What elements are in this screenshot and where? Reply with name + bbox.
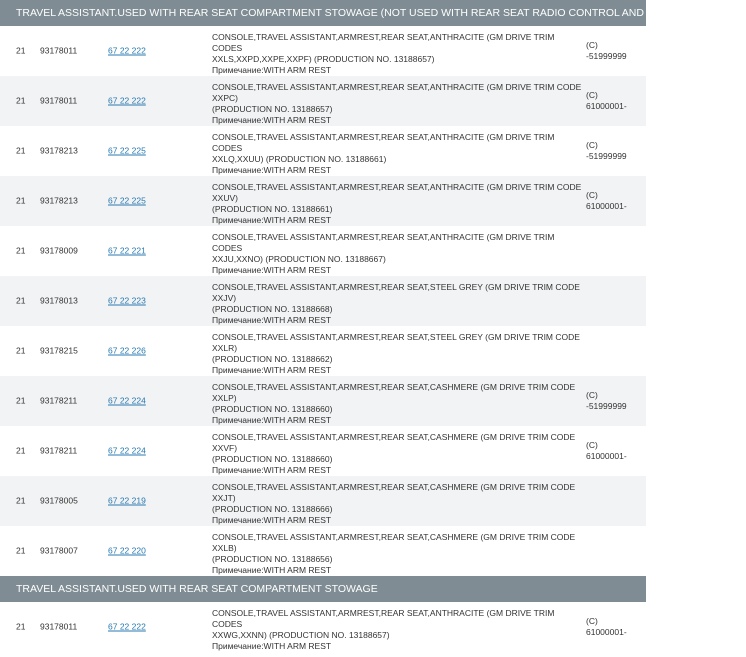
description-line: CONSOLE,TRAVEL ASSISTANT,ARMREST,REAR SEAT,ANTHRACITE (GM DRIVE TRIM CODES <box>212 132 555 153</box>
range-code: (C) <box>586 190 598 200</box>
description-line: CONSOLE,TRAVEL ASSISTANT,ARMREST,REAR SEAT,ANTHRACITE (GM DRIVE TRIM CODES <box>212 608 555 629</box>
illustration-link[interactable]: 67 22 221 <box>108 245 146 256</box>
part-number: 93178007 <box>40 545 78 556</box>
range-value: -51999999 <box>586 151 627 161</box>
table-row[interactable] <box>0 376 646 426</box>
illustration-link[interactable]: 67 22 226 <box>108 345 146 356</box>
part-number: 93178215 <box>40 345 78 356</box>
description-line: (PRODUCTION NO. 13188661) <box>212 204 333 214</box>
description-line: CONSOLE,TRAVEL ASSISTANT,ARMREST,REAR SEAT,ANTHRACITE (GM DRIVE TRIM CODES <box>212 232 555 253</box>
description <box>212 532 582 576</box>
part-number: 93178009 <box>40 245 78 256</box>
table-row[interactable] <box>0 476 646 526</box>
table-row[interactable] <box>0 426 646 476</box>
qty-cell: 21 <box>16 95 26 106</box>
range-code: (C) <box>586 390 598 400</box>
description <box>212 482 582 526</box>
illustration-link[interactable]: 67 22 223 <box>108 295 146 306</box>
qty-cell: 21 <box>16 395 26 406</box>
part-number: 93178013 <box>40 295 78 306</box>
note-line: Примечание:WITH ARM REST <box>212 565 332 575</box>
illustration-link[interactable]: 67 22 222 <box>108 621 146 632</box>
range-value: 61000001- <box>586 451 627 461</box>
description <box>212 432 582 476</box>
qty-cell: 21 <box>16 621 26 632</box>
part-number: 93178211 <box>40 395 78 406</box>
description <box>212 382 582 426</box>
range-code: (C) <box>586 40 598 50</box>
illustration-link[interactable]: 67 22 225 <box>108 195 146 206</box>
description-line: CONSOLE,TRAVEL ASSISTANT,ARMREST,REAR SEAT,CASHMERE (GM DRIVE TRIM CODE XXLP) <box>212 382 576 403</box>
range-value: -51999999 <box>586 51 627 61</box>
production-range <box>586 616 646 638</box>
note-line: Примечание:WITH ARM REST <box>212 165 332 175</box>
description-line: CONSOLE,TRAVEL ASSISTANT,ARMREST,REAR SEAT,ANTHRACITE (GM DRIVE TRIM CODES <box>212 32 555 53</box>
description-line: XXJU,XXNO) (PRODUCTION NO. 13188667) <box>212 254 386 264</box>
note-line: Примечание:WITH ARM REST <box>212 265 332 275</box>
description-line: (PRODUCTION NO. 13188666) <box>212 504 333 514</box>
description-line: XXLQ,XXUU) (PRODUCTION NO. 13188661) <box>212 154 387 164</box>
illustration-link[interactable]: 67 22 224 <box>108 395 146 406</box>
illustration-link[interactable]: 67 22 222 <box>108 95 146 106</box>
production-range <box>586 90 646 112</box>
description-line: CONSOLE,TRAVEL ASSISTANT,ARMREST,REAR SEAT,ANTHRACITE (GM DRIVE TRIM CODE XXUV) <box>212 182 582 203</box>
note-line: Примечание:WITH ARM REST <box>212 215 332 225</box>
description <box>212 182 582 226</box>
description-line: (PRODUCTION NO. 13188657) <box>212 104 333 114</box>
illustration-link[interactable]: 67 22 225 <box>108 145 146 156</box>
description <box>212 232 582 276</box>
illustration-link[interactable]: 67 22 220 <box>108 545 146 556</box>
section-header: TRAVEL ASSISTANT.USED WITH REAR SEAT COMPARTMENT STOWAGE <box>0 576 646 602</box>
table-row[interactable] <box>0 126 646 176</box>
table-row[interactable] <box>0 526 646 576</box>
description <box>212 32 582 76</box>
part-number: 93178011 <box>40 621 78 632</box>
parts-table <box>0 26 646 576</box>
description-line: CONSOLE,TRAVEL ASSISTANT,ARMREST,REAR SEAT,CASHMERE (GM DRIVE TRIM CODE XXVF) <box>212 432 576 453</box>
range-code: (C) <box>586 90 598 100</box>
qty-cell: 21 <box>16 295 26 306</box>
description-line: CONSOLE,TRAVEL ASSISTANT,ARMREST,REAR SEAT,STEEL GREY (GM DRIVE TRIM CODE XXJV) <box>212 282 580 303</box>
qty-cell: 21 <box>16 545 26 556</box>
range-code: (C) <box>586 616 598 626</box>
table-row[interactable] <box>0 176 646 226</box>
description <box>212 608 582 652</box>
qty-cell: 21 <box>16 145 26 156</box>
note-line: Примечание:WITH ARM REST <box>212 315 332 325</box>
table-row[interactable] <box>0 326 646 376</box>
production-range <box>586 390 646 412</box>
table-row[interactable] <box>0 76 646 126</box>
illustration-link[interactable]: 67 22 222 <box>108 45 146 56</box>
range-code: (C) <box>586 140 598 150</box>
illustration-link[interactable]: 67 22 219 <box>108 495 146 506</box>
description-line: CONSOLE,TRAVEL ASSISTANT,ARMREST,REAR SEAT,STEEL GREY (GM DRIVE TRIM CODE XXLR) <box>212 332 580 353</box>
range-value: 61000001- <box>586 201 627 211</box>
description-line: (PRODUCTION NO. 13188662) <box>212 354 333 364</box>
range-value: 61000001- <box>586 101 627 111</box>
note-line: Примечание:WITH ARM REST <box>212 115 332 125</box>
range-value: -51999999 <box>586 401 627 411</box>
production-range <box>586 440 646 462</box>
part-number: 93178011 <box>40 95 78 106</box>
table-row[interactable] <box>0 602 646 652</box>
qty-cell: 21 <box>16 245 26 256</box>
qty-cell: 21 <box>16 345 26 356</box>
qty-cell: 21 <box>16 445 26 456</box>
part-number: 93178011 <box>40 45 78 56</box>
description-line: XXWG,XXNN) (PRODUCTION NO. 13188657) <box>212 630 390 640</box>
qty-cell: 21 <box>16 495 26 506</box>
table-row[interactable] <box>0 226 646 276</box>
range-value: 61000001- <box>586 627 627 637</box>
production-range <box>586 40 646 62</box>
description-line: CONSOLE,TRAVEL ASSISTANT,ARMREST,REAR SEAT,ANTHRACITE (GM DRIVE TRIM CODE XXPC) <box>212 82 582 103</box>
qty-cell: 21 <box>16 195 26 206</box>
note-line: Примечание:WITH ARM REST <box>212 641 332 651</box>
part-number: 93178213 <box>40 195 78 206</box>
part-number: 93178211 <box>40 445 78 456</box>
description-line: (PRODUCTION NO. 13188660) <box>212 454 333 464</box>
production-range <box>586 140 646 162</box>
description <box>212 82 582 126</box>
range-code: (C) <box>586 440 598 450</box>
parts-table <box>0 602 646 652</box>
description <box>212 282 582 326</box>
note-line: Примечание:WITH ARM REST <box>212 515 332 525</box>
description-line: XXLS,XXPD,XXPE,XXPF) (PRODUCTION NO. 13188657) <box>212 54 435 64</box>
note-line: Примечание:WITH ARM REST <box>212 65 332 75</box>
description-line: (PRODUCTION NO. 13188656) <box>212 554 333 564</box>
part-number: 93178213 <box>40 145 78 156</box>
description-line: CONSOLE,TRAVEL ASSISTANT,ARMREST,REAR SEAT,CASHMERE (GM DRIVE TRIM CODE XXLB) <box>212 532 576 553</box>
description-line: (PRODUCTION NO. 13188668) <box>212 304 333 314</box>
description-line: (PRODUCTION NO. 13188660) <box>212 404 333 414</box>
table-row[interactable] <box>0 276 646 326</box>
description <box>212 132 582 176</box>
qty-cell: 21 <box>16 45 26 56</box>
description <box>212 332 582 376</box>
production-range <box>586 190 646 212</box>
note-line: Примечание:WITH ARM REST <box>212 415 332 425</box>
note-line: Примечание:WITH ARM REST <box>212 465 332 475</box>
illustration-link[interactable]: 67 22 224 <box>108 445 146 456</box>
section-header: TRAVEL ASSISTANT.USED WITH REAR SEAT COMPARTMENT STOWAGE (NOT USED WITH REAR SEAT RADIO CONTROL AND EARPHONE JACKS) <box>0 0 646 26</box>
description-line: CONSOLE,TRAVEL ASSISTANT,ARMREST,REAR SEAT,CASHMERE (GM DRIVE TRIM CODE XXJT) <box>212 482 576 503</box>
note-line: Примечание:WITH ARM REST <box>212 365 332 375</box>
part-number: 93178005 <box>40 495 78 506</box>
table-row[interactable] <box>0 26 646 76</box>
